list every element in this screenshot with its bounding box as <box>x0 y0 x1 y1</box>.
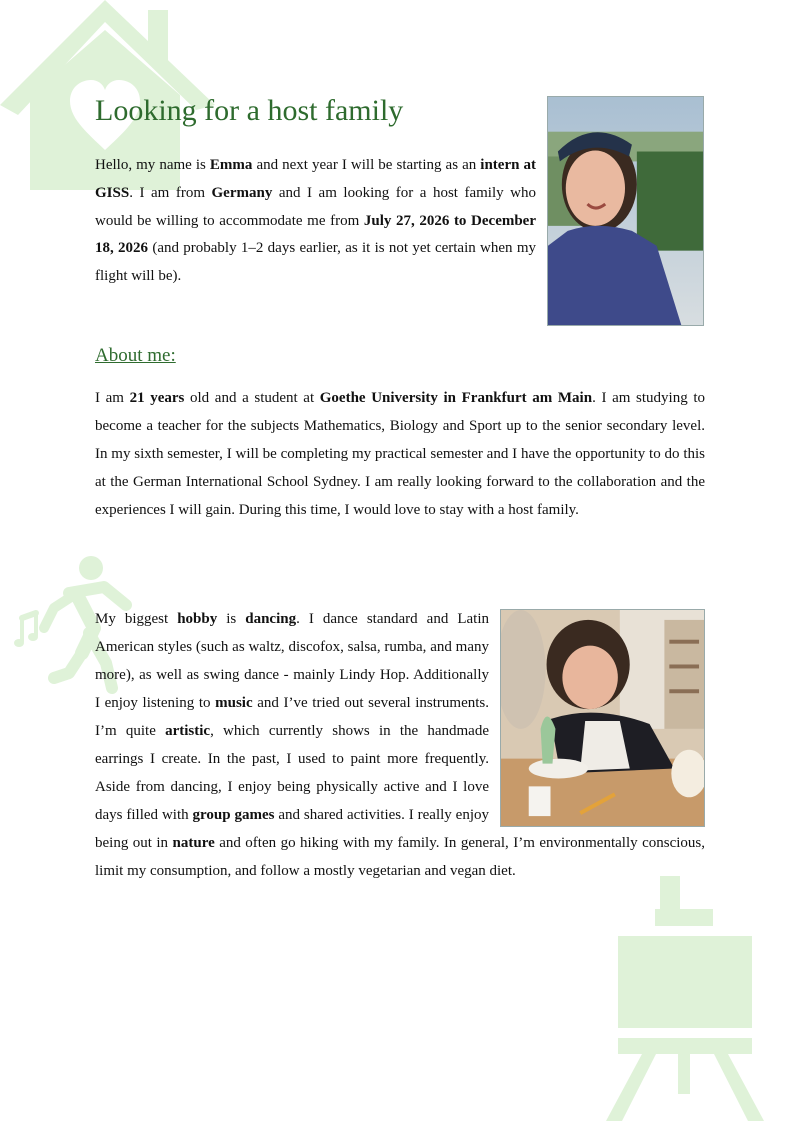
art-activity-photo <box>500 609 705 827</box>
portrait-photo <box>547 96 704 326</box>
easel-icon <box>600 876 770 1131</box>
about-paragraph: I am 21 years old and a student at Goethe University in Frankfurt am Main. I am studying to become a teacher for the subjects Mathematics, Biology and Sport up to the senior secondary level. In my sixth semester, I will be completing my practical semester and I have the opportunity to do this at the German International School Sydney. I am really looking forward to the collaboration and the experiences I will gain. During this time, I would love to stay with a host family. <box>95 390 705 518</box>
intro-paragraph: Hello, my name is Emma and next year I will be starting as an intern at GISS. I am from Germany and I am looking for a host family who would be willing to accommodate me from July 27, 2026 to December 18, 2026 (and probably 1–2 days earlier, as it is not yet certain when my flight will be). <box>95 157 536 285</box>
about-heading: About me: <box>95 345 176 366</box>
hobby-paragraph: My biggest hobby is dancing. I dance standard and Latin American styles (such as waltz, discofox, salsa, rumba, and many more), as well as swing dance - mainly Lindy Hop. Additionally I enjoy listening to music and I’ve tried out several instruments. I’m quite artistic, which currently shows in the handmade earrings I create. In the past, I used to paint more frequently. Aside from dancing, I enjoy being physically active and I love days filled with group games and shared activities. I really enjoy being out in nature and often go hiking with my family. In general, I’m environmentally conscious, limit my consumption, and follow a mostly vegetarian and vegan diet. <box>95 605 705 885</box>
page-title: Looking for a host family <box>95 94 404 127</box>
